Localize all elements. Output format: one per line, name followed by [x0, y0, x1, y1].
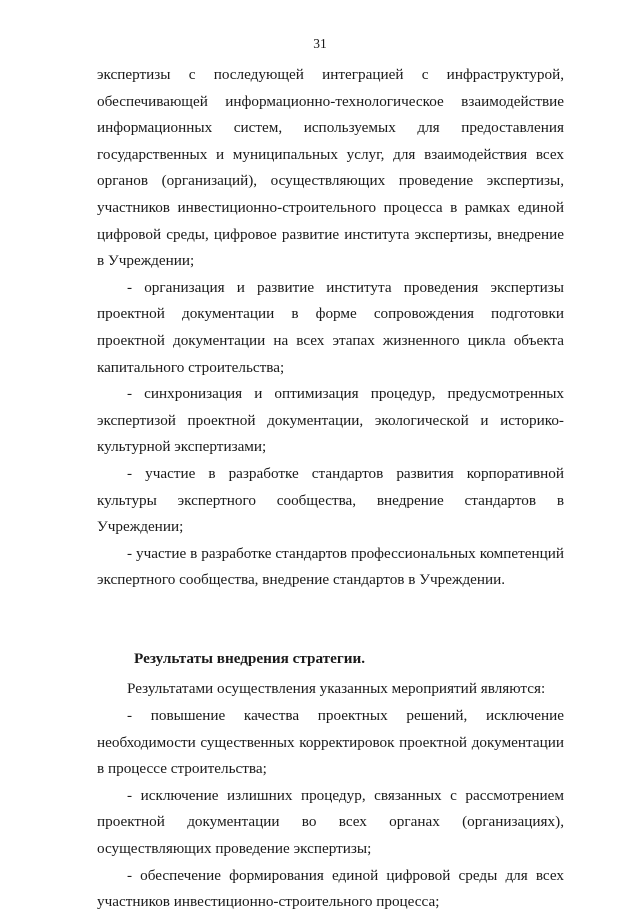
list-item: - синхронизация и оптимизация процедур, предусмотренных экспертизой проектной документации, экологической и историко-культурной экспертизами;	[97, 385, 564, 456]
body-text	[97, 62, 564, 916]
section-heading: Результаты внедрения стратегии.	[134, 649, 366, 667]
section-intro: Результатами осуществления указанных мероприятий являются:	[127, 680, 546, 698]
section-gap	[97, 620, 564, 646]
paragraph: экспертизы с последующей интеграцией с инфраструктурой, обеспечивающей информационно-технологическое взаимодействие информационных систем, используемых для предоставления государственных и муниципальных услуг, для взаимодействия всех органов (организаций), осуществляющих проведение экспертизы, участников инвестиционно-строительного процесса в рамках единой цифровой среды, цифровое развитие института экспертизы, внедрение в Учреждении;	[97, 66, 564, 270]
list-item: - участие в разработке стандартов развития корпоративной культуры экспертного сообщества, внедрение стандартов в Учреждении;	[97, 464, 564, 536]
list-item: - обеспечение формирования единой цифровой среды для всех участников инвестиционно-строительного процесса;	[97, 866, 564, 911]
section-gap	[97, 594, 564, 620]
list-item: - организация и развитие института проведения экспертизы проектной документации в форме сопровождения подготовки проектной документации на всех этапах жизненного цикла объекта капитального строительства;	[97, 278, 564, 376]
page-number: 31	[313, 36, 327, 51]
list-item: - исключение излишних процедур, связанных с рассмотрением проектной документации во всех органах (организациях), осуществляющих проведение экспертизы;	[97, 786, 564, 858]
list-item: - повышение качества проектных решений, исключение необходимости существенных корректировок проектной документации в процессе строительства;	[97, 707, 564, 778]
list-item: - участие в разработке стандартов профессиональных компетенций экспертного сообщества, внедрение стандартов в Учреждении.	[97, 544, 564, 589]
